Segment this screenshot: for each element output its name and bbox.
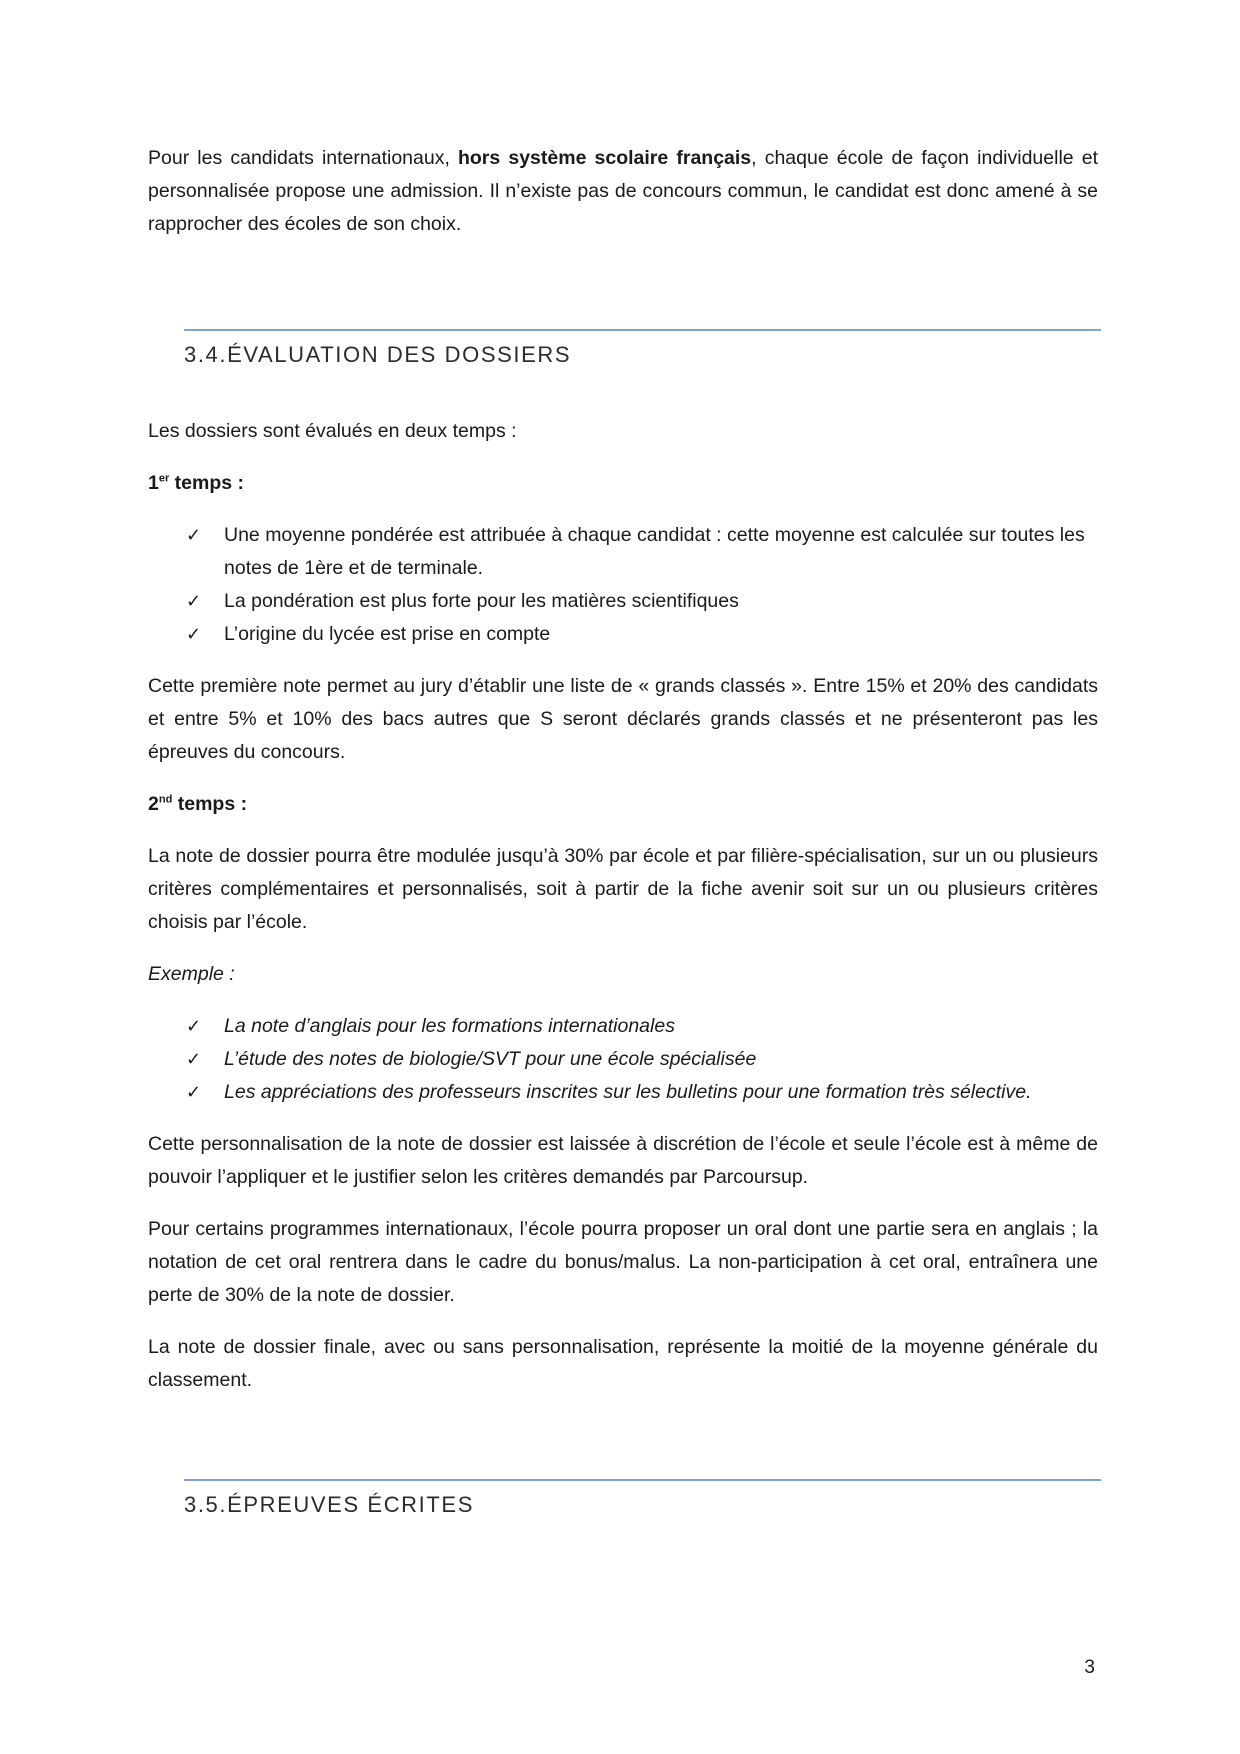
evaluation-intro: Les dossiers sont évalués en deux temps : (148, 420, 517, 442)
temps-2-label: temps : (172, 793, 248, 815)
list-item (148, 1076, 1098, 1109)
list-item (148, 618, 1098, 651)
modulation-paragraph: La note de dossier pourra être modulée jusqu’à 30% par école et par filière-spécialisation, sur un ou plusieurs critères complémentaires et personnalisés, soit à partir de la fiche avenir soit sur un ou plusieurs critères choisis par l’école. (148, 845, 1098, 933)
list-item-text: Les appréciations des professeurs inscrites sur les bulletins pour une formation très sélective. (224, 1081, 1032, 1103)
document-page (148, 142, 1098, 1530)
temps-1-number: 1 (148, 472, 159, 494)
temps-2-number: 2 (148, 793, 159, 815)
checkmark-icon: ✓ (186, 525, 202, 546)
list-item (148, 1043, 1098, 1076)
checkmark-icon: ✓ (186, 591, 202, 612)
final-note-paragraph: La note de dossier finale, avec ou sans personnalisation, représente la moitié de la moyenne générale du classement. (148, 1336, 1098, 1391)
temps-1-heading (148, 467, 1098, 500)
temps-1-sup: er (158, 472, 170, 485)
list-item-text: L’étude des notes de biologie/SVT pour une école spécialisée (224, 1048, 757, 1070)
oral-paragraph: Pour certains programmes internationaux, l’école pourra proposer un oral dont une partie sera en anglais ; la notation de cet oral rentrera dans le cadre du bonus/malus. La non-participation à cet oral, entraînera une perte de 30% de la note de dossier. (148, 1218, 1098, 1306)
list-item (148, 585, 1098, 618)
list-item (148, 1010, 1098, 1043)
section-heading-3-4 (184, 329, 1101, 380)
section-heading-3-5 (184, 1479, 1101, 1530)
intro-text-start: Pour les candidats internationaux, (148, 147, 458, 169)
intro-text-end: , chaque école de façon individuelle et personnalisée propose une admission. Il n’existe pas de concours commun, le candidat est donc amené à se rapprocher des écoles de son choix. (148, 147, 1098, 235)
list-item-text: Une moyenne pondérée est attribuée à chaque candidat : cette moyenne est calculée sur toutes les notes de 1ère et de terminale. (224, 524, 1085, 579)
list-item-text: La note d’anglais pour les formations internationales (224, 1015, 675, 1037)
example-label: Exemple : (148, 963, 235, 985)
list-item-text: La pondération est plus forte pour les matières scientifiques (224, 590, 739, 612)
page-number: 3 (1084, 1657, 1095, 1678)
example-list (148, 1010, 1098, 1109)
intro-paragraph (148, 142, 1098, 241)
intro-bold-text: hors système scolaire français (457, 147, 752, 169)
temps-2-sup: nd (158, 793, 173, 806)
checkmark-icon: ✓ (186, 1016, 202, 1037)
section-title-3-5: 3.5.ÉPREUVES ÉCRITES (184, 1492, 474, 1517)
grands-classes-paragraph: Cette première note permet au jury d’établir une liste de « grands classés ». Entre 15% et 20% des candidats et entre 5% et 10% des bacs autres que S seront déclarés grands classés et ne présenteront pas les épreuves du concours. (148, 675, 1098, 763)
list-item-text: L’origine du lycée est prise en compte (224, 623, 551, 645)
section-title-3-4: 3.4.ÉVALUATION DES DOSSIERS (184, 342, 572, 367)
temps-1-label: temps : (169, 472, 245, 494)
criteria-list (148, 519, 1098, 651)
personnalisation-paragraph: Cette personnalisation de la note de dossier est laissée à discrétion de l’école et seule l’école est à même de pouvoir l’appliquer et le justifier selon les critères demandés par Parcoursup. (148, 1133, 1098, 1188)
checkmark-icon: ✓ (186, 624, 202, 645)
list-item (148, 519, 1098, 585)
temps-2-heading (148, 788, 1098, 821)
checkmark-icon: ✓ (186, 1082, 202, 1103)
checkmark-icon: ✓ (186, 1049, 202, 1070)
